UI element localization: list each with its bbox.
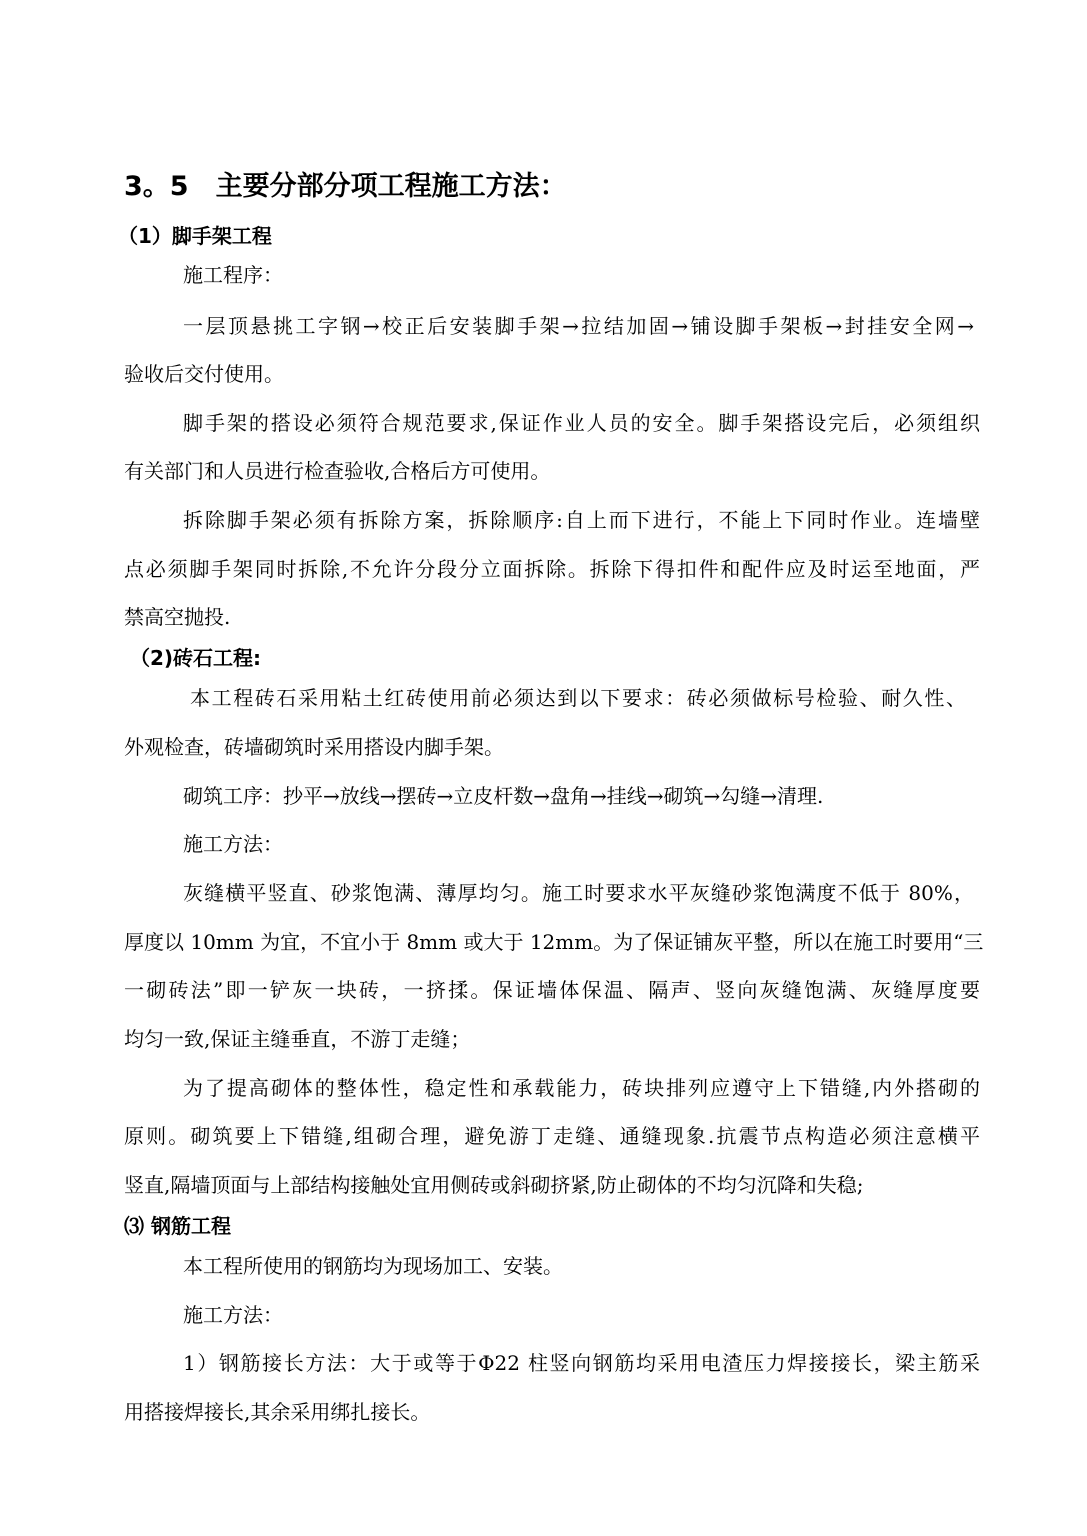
masonry-paragraph-line: 原则。砌筑要上下错缝,组砌合理，避免游丁走缝、通缝现象.抗震节点构造必须注意横平 bbox=[124, 1124, 980, 1148]
masonry-paragraph-line: 一砌砖法”即一铲灰一块砖，一挤揉。保证墙体保温、隔声、竖向灰缝饱满、灰缝厚度要 bbox=[124, 978, 980, 1002]
rebar-intro: 本工程所使用的钢筋均为现场加工、安装。 bbox=[183, 1254, 563, 1278]
masonry-paragraph-line: 厚度以 10mm 为宜，不宜小于 8mm 或大于 12mm。为了保证铺灰平整，所以在施工时要用“三 bbox=[124, 930, 984, 954]
scaffold-paragraph-line: 点必须脚手架同时拆除,不允许分段分立面拆除。拆除下得扣件和配件应及时运至地面，严 bbox=[124, 557, 980, 581]
rebar-heading: ⑶ 钢筋工程 bbox=[124, 1214, 231, 1238]
scaffold-paragraph-line: 有关部门和人员进行检查验收,合格后方可使用。 bbox=[124, 459, 551, 483]
masonry-intro-line: 本工程砖石采用粘土红砖使用前必须达到以下要求：砖必须做标号检验、耐久性、 bbox=[190, 686, 966, 710]
masonry-method-label: 施工方法： bbox=[183, 832, 283, 856]
masonry-paragraph-line: 均匀一致,保证主缝垂直，不游丁走缝； bbox=[124, 1027, 471, 1051]
scaffold-paragraph-line: 拆除脚手架必须有拆除方案，拆除顺序:自上而下进行，不能上下同时作业。连墙壁 bbox=[183, 508, 980, 532]
scaffold-procedure-line: 一层顶悬挑工字钢→校正后安装脚手架→拉结加固→铺设脚手架板→封挂安全网→ bbox=[183, 314, 974, 338]
masonry-paragraph-line: 灰缝横平竖直、砂浆饱满、薄厚均匀。施工时要求水平灰缝砂浆饱满度不低于 80%， bbox=[183, 881, 974, 905]
section-title: 3。5 主要分部分项工程施工方法： bbox=[124, 171, 567, 202]
scaffold-procedure-line: 验收后交付使用。 bbox=[124, 362, 284, 386]
scaffold-heading: （1）脚手架工程 bbox=[118, 224, 272, 248]
masonry-intro-line: 外观检查，砖墙砌筑时采用搭设内脚手架。 bbox=[124, 735, 504, 759]
masonry-heading: （2)砖石工程: bbox=[130, 646, 262, 670]
masonry-procedure: 砌筑工序：抄平→放线→摆砖→立皮杆数→盘角→挂线→砌筑→勾缝→清理. bbox=[183, 784, 824, 808]
rebar-item-line: 1）钢筋接长方法：大于或等于Φ22 柱竖向钢筋均采用电渣压力焊接接长，梁主筋采 bbox=[183, 1351, 980, 1375]
masonry-paragraph-line: 竖直,隔墙顶面与上部结构接触处宜用侧砖或斜砌挤紧,防止砌体的不均匀沉降和失稳; bbox=[124, 1173, 864, 1197]
scaffold-paragraph-line: 禁高空抛投. bbox=[124, 605, 231, 629]
scaffold-procedure-label: 施工程序： bbox=[183, 263, 283, 287]
masonry-paragraph-line: 为了提高砌体的整体性，稳定性和承载能力，砖块排列应遵守上下错缝,内外搭砌的 bbox=[183, 1076, 980, 1100]
rebar-method-label: 施工方法： bbox=[183, 1303, 283, 1327]
scaffold-paragraph-line: 脚手架的搭设必须符合规范要求,保证作业人员的安全。脚手架搭设完后，必须组织 bbox=[183, 411, 980, 435]
rebar-item-line: 用搭接焊接长,其余采用绑扎接长。 bbox=[124, 1400, 431, 1424]
